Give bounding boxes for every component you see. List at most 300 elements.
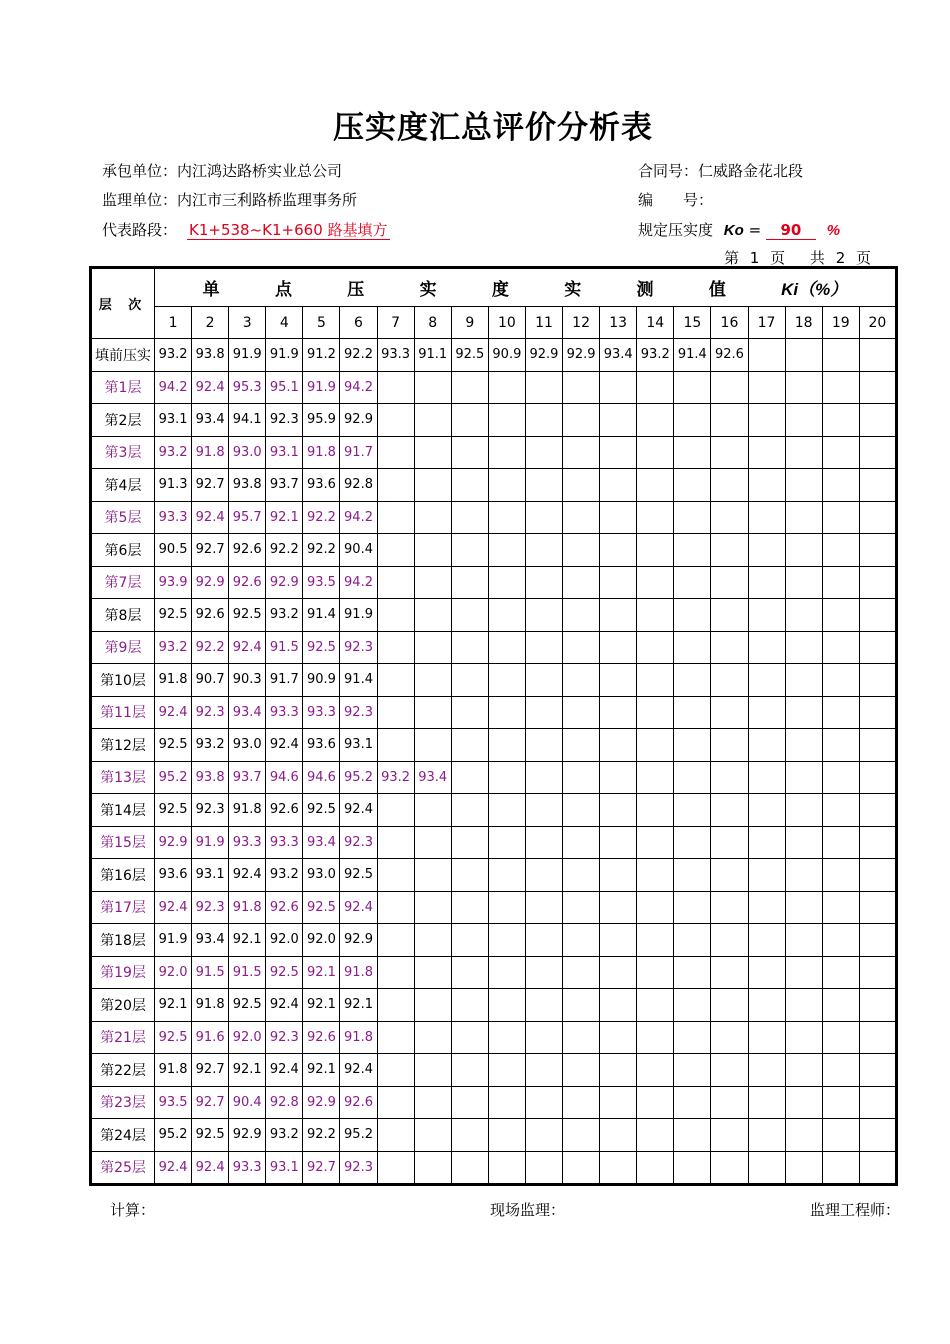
- value-cell: [637, 956, 674, 989]
- value-cell: 92.4: [155, 696, 192, 729]
- value-cell: [637, 501, 674, 534]
- value-cell: [822, 924, 859, 957]
- value-cell: 95.2: [340, 1119, 377, 1152]
- value-cell: 93.5: [303, 566, 340, 599]
- row-label: 第20层: [91, 989, 155, 1022]
- value-cell: [748, 891, 785, 924]
- value-cell: 92.2: [303, 534, 340, 567]
- value-cell: [674, 1119, 711, 1152]
- value-cell: [525, 989, 562, 1022]
- value-cell: [563, 859, 600, 892]
- value-cell: [637, 1086, 674, 1119]
- value-cell: 93.1: [266, 436, 303, 469]
- value-cell: 93.1: [266, 1151, 303, 1185]
- value-cell: [377, 794, 414, 827]
- value-cell: [377, 1021, 414, 1054]
- value-cell: [785, 631, 822, 664]
- value-cell: [525, 1021, 562, 1054]
- value-cell: [600, 924, 637, 957]
- table-row: [91, 501, 897, 534]
- value-cell: [451, 469, 488, 502]
- value-cell: 92.1: [303, 989, 340, 1022]
- number-line: [638, 189, 713, 210]
- value-cell: [674, 469, 711, 502]
- page-prefix: 第: [724, 249, 740, 267]
- column-header: 11: [525, 307, 562, 339]
- value-cell: 93.2: [155, 631, 192, 664]
- value-cell: [600, 534, 637, 567]
- value-cell: 92.6: [229, 534, 266, 567]
- value-cell: [674, 956, 711, 989]
- value-cell: 93.3: [229, 1151, 266, 1185]
- value-cell: 91.6: [192, 1021, 229, 1054]
- value-cell: [600, 1151, 637, 1185]
- value-cell: [859, 989, 896, 1022]
- value-cell: 93.0: [229, 436, 266, 469]
- value-cell: 92.2: [192, 631, 229, 664]
- value-cell: [711, 924, 748, 957]
- value-cell: [859, 371, 896, 404]
- value-cell: [822, 891, 859, 924]
- table-row: [91, 599, 897, 632]
- value-cell: [748, 794, 785, 827]
- value-cell: [488, 1151, 525, 1185]
- value-cell: [674, 924, 711, 957]
- value-cell: [600, 1119, 637, 1152]
- value-cell: [525, 924, 562, 957]
- value-cell: [711, 371, 748, 404]
- value-cell: [377, 956, 414, 989]
- value-cell: [377, 436, 414, 469]
- value-cell: [525, 1119, 562, 1152]
- table-row: [91, 1151, 897, 1185]
- value-cell: [488, 794, 525, 827]
- value-cell: [637, 924, 674, 957]
- value-cell: [377, 989, 414, 1022]
- value-cell: [414, 469, 451, 502]
- value-cell: 92.9: [192, 566, 229, 599]
- measure-char: 实: [564, 280, 582, 300]
- column-header: 7: [377, 307, 414, 339]
- value-cell: [488, 1119, 525, 1152]
- value-cell: 92.9: [229, 1119, 266, 1152]
- value-cell: 92.2: [303, 1119, 340, 1152]
- value-cell: 91.9: [340, 599, 377, 632]
- value-cell: [711, 859, 748, 892]
- value-cell: [859, 761, 896, 794]
- page-total-unit: 页: [856, 249, 872, 267]
- column-header: 3: [229, 307, 266, 339]
- value-cell: 91.5: [229, 956, 266, 989]
- value-cell: [859, 859, 896, 892]
- value-cell: 92.5: [303, 891, 340, 924]
- value-cell: 94.1: [229, 404, 266, 437]
- column-header: 13: [600, 307, 637, 339]
- measure-char: 压: [347, 280, 365, 300]
- value-cell: [451, 859, 488, 892]
- value-cell: [600, 371, 637, 404]
- value-cell: [488, 1086, 525, 1119]
- value-cell: [748, 729, 785, 762]
- value-cell: [488, 404, 525, 437]
- value-cell: [674, 664, 711, 697]
- value-cell: [563, 826, 600, 859]
- value-cell: 92.3: [340, 696, 377, 729]
- value-cell: [637, 1021, 674, 1054]
- value-cell: [563, 924, 600, 957]
- value-cell: 91.7: [340, 436, 377, 469]
- value-cell: [785, 501, 822, 534]
- value-cell: [600, 599, 637, 632]
- value-cell: [785, 956, 822, 989]
- value-cell: [488, 599, 525, 632]
- value-cell: [451, 534, 488, 567]
- column-header: 2: [192, 307, 229, 339]
- value-cell: 92.3: [266, 404, 303, 437]
- value-cell: 92.5: [155, 794, 192, 827]
- value-cell: 91.9: [266, 339, 303, 372]
- value-cell: [674, 566, 711, 599]
- table-row: [91, 729, 897, 762]
- value-cell: [563, 1119, 600, 1152]
- value-cell: [637, 566, 674, 599]
- value-cell: [451, 1054, 488, 1087]
- value-cell: 92.4: [266, 989, 303, 1022]
- contract-no-line: [638, 160, 803, 181]
- measure-char: 值: [708, 280, 726, 300]
- value-cell: [785, 566, 822, 599]
- value-cell: [600, 729, 637, 762]
- value-cell: [822, 1054, 859, 1087]
- value-cell: [377, 501, 414, 534]
- value-cell: [785, 794, 822, 827]
- value-cell: [525, 696, 562, 729]
- value-cell: [451, 826, 488, 859]
- value-cell: 92.1: [266, 501, 303, 534]
- value-cell: 95.9: [303, 404, 340, 437]
- value-cell: [377, 631, 414, 664]
- supervisor-value: 内江市三利路桥监理事务所: [177, 191, 358, 209]
- table-row: [91, 859, 897, 892]
- value-cell: 92.6: [266, 794, 303, 827]
- table-row: [91, 1119, 897, 1152]
- value-cell: [488, 501, 525, 534]
- value-cell: [859, 404, 896, 437]
- value-cell: 92.6: [303, 1021, 340, 1054]
- value-cell: [785, 989, 822, 1022]
- row-label: 第14层: [91, 794, 155, 827]
- value-cell: [488, 826, 525, 859]
- value-cell: [377, 404, 414, 437]
- value-cell: [674, 1086, 711, 1119]
- row-label: 第5层: [91, 501, 155, 534]
- value-cell: [674, 826, 711, 859]
- value-cell: [488, 1054, 525, 1087]
- value-cell: [711, 469, 748, 502]
- value-cell: 93.2: [192, 729, 229, 762]
- value-cell: [488, 761, 525, 794]
- page-current: 1: [749, 249, 760, 267]
- value-cell: 93.7: [266, 469, 303, 502]
- value-cell: [525, 1086, 562, 1119]
- column-header: 8: [414, 307, 451, 339]
- value-cell: [785, 1021, 822, 1054]
- value-cell: [674, 534, 711, 567]
- value-cell: [377, 1151, 414, 1185]
- value-cell: 92.1: [229, 1054, 266, 1087]
- value-cell: [525, 664, 562, 697]
- row-label: 第3层: [91, 436, 155, 469]
- value-cell: 92.2: [303, 501, 340, 534]
- value-cell: [414, 501, 451, 534]
- ki-label: Ki（%）: [781, 280, 848, 299]
- value-cell: 93.5: [155, 1086, 192, 1119]
- value-cell: 90.7: [192, 664, 229, 697]
- table-row: [91, 664, 897, 697]
- value-cell: [748, 501, 785, 534]
- calc-label: 计算：: [110, 1201, 156, 1219]
- value-cell: [674, 631, 711, 664]
- value-cell: [414, 1086, 451, 1119]
- value-cell: 92.4: [340, 1054, 377, 1087]
- value-cell: 92.7: [192, 469, 229, 502]
- value-cell: [711, 664, 748, 697]
- value-cell: [637, 1054, 674, 1087]
- value-cell: [711, 826, 748, 859]
- value-cell: [414, 956, 451, 989]
- value-cell: 92.9: [525, 339, 562, 372]
- value-cell: 93.2: [266, 859, 303, 892]
- measure-char: 点: [274, 280, 292, 300]
- value-cell: [488, 1021, 525, 1054]
- table-row: [91, 794, 897, 827]
- contractor-line: [102, 160, 342, 181]
- ko-value: 90: [766, 221, 816, 240]
- row-label: 第15层: [91, 826, 155, 859]
- value-cell: [785, 1119, 822, 1152]
- value-cell: [563, 1151, 600, 1185]
- value-cell: 93.9: [155, 566, 192, 599]
- value-cell: [377, 599, 414, 632]
- value-cell: 92.1: [229, 924, 266, 957]
- value-cell: [674, 729, 711, 762]
- value-cell: 91.7: [266, 664, 303, 697]
- value-cell: 90.5: [155, 534, 192, 567]
- column-header: 16: [711, 307, 748, 339]
- value-cell: [785, 859, 822, 892]
- value-cell: 93.3: [377, 339, 414, 372]
- value-cell: [711, 599, 748, 632]
- column-header: 18: [785, 307, 822, 339]
- value-cell: [748, 696, 785, 729]
- value-cell: 92.9: [340, 404, 377, 437]
- value-cell: 92.5: [303, 631, 340, 664]
- value-cell: [488, 436, 525, 469]
- value-cell: 92.0: [303, 924, 340, 957]
- value-cell: [637, 1151, 674, 1185]
- value-cell: [414, 989, 451, 1022]
- value-cell: 92.5: [340, 859, 377, 892]
- value-cell: 92.4: [266, 1054, 303, 1087]
- value-cell: [637, 534, 674, 567]
- value-cell: [748, 859, 785, 892]
- value-cell: 93.0: [303, 859, 340, 892]
- value-cell: [451, 1119, 488, 1152]
- value-cell: [563, 696, 600, 729]
- value-cell: [525, 436, 562, 469]
- value-cell: [451, 1151, 488, 1185]
- value-cell: [525, 371, 562, 404]
- contractor-value: 内江鸿达路桥实业总公司: [177, 162, 343, 180]
- value-cell: [525, 599, 562, 632]
- value-cell: [674, 371, 711, 404]
- value-cell: [414, 599, 451, 632]
- value-cell: [711, 891, 748, 924]
- value-cell: [600, 859, 637, 892]
- value-cell: [748, 924, 785, 957]
- value-cell: 92.0: [266, 924, 303, 957]
- page-total: 2: [835, 249, 846, 267]
- value-cell: [377, 1054, 414, 1087]
- value-cell: 91.8: [229, 794, 266, 827]
- value-cell: [414, 826, 451, 859]
- value-cell: [451, 794, 488, 827]
- value-cell: [414, 729, 451, 762]
- value-cell: 93.6: [303, 469, 340, 502]
- value-cell: 93.6: [155, 859, 192, 892]
- value-cell: 92.5: [229, 989, 266, 1022]
- value-cell: [822, 664, 859, 697]
- value-cell: [451, 1086, 488, 1119]
- value-cell: [600, 696, 637, 729]
- value-cell: 92.3: [340, 826, 377, 859]
- value-cell: [711, 534, 748, 567]
- value-cell: [414, 534, 451, 567]
- value-cell: [563, 371, 600, 404]
- value-cell: 92.9: [266, 566, 303, 599]
- value-cell: 92.5: [303, 794, 340, 827]
- value-cell: 93.4: [229, 696, 266, 729]
- value-cell: 93.4: [192, 404, 229, 437]
- column-header: 14: [637, 307, 674, 339]
- contract-no-label: 合同号：: [638, 162, 699, 180]
- page-indicator: [724, 247, 871, 268]
- value-cell: [711, 1086, 748, 1119]
- value-cell: 93.3: [229, 826, 266, 859]
- value-cell: [785, 599, 822, 632]
- value-cell: 91.8: [340, 1021, 377, 1054]
- value-cell: [525, 404, 562, 437]
- ko-equals: =: [748, 221, 762, 239]
- table-row: [91, 761, 897, 794]
- value-cell: [711, 566, 748, 599]
- value-cell: [822, 534, 859, 567]
- value-cell: 91.3: [155, 469, 192, 502]
- value-cell: [488, 371, 525, 404]
- value-cell: [822, 1086, 859, 1119]
- value-cell: [711, 794, 748, 827]
- column-header: 1: [155, 307, 192, 339]
- value-cell: 94.6: [303, 761, 340, 794]
- row-label: 第23层: [91, 1086, 155, 1119]
- value-cell: [822, 696, 859, 729]
- value-cell: 91.8: [303, 436, 340, 469]
- value-cell: 91.2: [303, 339, 340, 372]
- row-label: 第24层: [91, 1119, 155, 1152]
- value-cell: [414, 631, 451, 664]
- value-cell: [414, 924, 451, 957]
- measure-char: 单: [202, 280, 220, 300]
- value-cell: [488, 924, 525, 957]
- value-cell: [377, 566, 414, 599]
- value-cell: [563, 404, 600, 437]
- value-cell: 92.2: [266, 534, 303, 567]
- value-cell: [859, 924, 896, 957]
- value-cell: [600, 404, 637, 437]
- value-cell: 91.9: [229, 339, 266, 372]
- table-row: [91, 469, 897, 502]
- value-cell: [488, 729, 525, 762]
- value-cell: 92.4: [192, 371, 229, 404]
- value-cell: [637, 891, 674, 924]
- value-cell: [637, 469, 674, 502]
- row-label: 填前压实: [91, 339, 155, 372]
- value-cell: [785, 1054, 822, 1087]
- value-cell: [451, 599, 488, 632]
- value-cell: 93.4: [303, 826, 340, 859]
- header-row-columns: [91, 307, 897, 339]
- value-cell: [711, 501, 748, 534]
- value-cell: [822, 566, 859, 599]
- value-cell: [377, 696, 414, 729]
- value-cell: [674, 696, 711, 729]
- value-cell: 92.9: [340, 924, 377, 957]
- value-cell: [414, 794, 451, 827]
- page-title: 压实度汇总评价分析表: [333, 110, 653, 146]
- value-cell: 90.9: [488, 339, 525, 372]
- row-label: 第25层: [91, 1151, 155, 1185]
- value-cell: [859, 469, 896, 502]
- value-cell: [748, 371, 785, 404]
- value-cell: [859, 664, 896, 697]
- column-header: 4: [266, 307, 303, 339]
- value-cell: [859, 696, 896, 729]
- value-cell: [563, 956, 600, 989]
- value-cell: 93.3: [266, 826, 303, 859]
- value-cell: [451, 664, 488, 697]
- value-cell: [711, 989, 748, 1022]
- value-cell: [637, 761, 674, 794]
- value-cell: [748, 761, 785, 794]
- value-cell: [748, 599, 785, 632]
- ko-symbol: Ko: [723, 222, 744, 239]
- value-cell: [637, 696, 674, 729]
- contract-no-value: 仁威路金花北段: [698, 162, 804, 180]
- value-cell: [563, 989, 600, 1022]
- value-cell: 93.1: [340, 729, 377, 762]
- value-cell: 93.2: [266, 1119, 303, 1152]
- value-cell: [748, 436, 785, 469]
- table-row: [91, 1021, 897, 1054]
- table-row: [91, 339, 897, 372]
- value-cell: 92.7: [192, 534, 229, 567]
- value-cell: [637, 826, 674, 859]
- value-cell: 92.3: [340, 1151, 377, 1185]
- value-cell: [563, 1054, 600, 1087]
- table-row: [91, 891, 897, 924]
- value-cell: [451, 761, 488, 794]
- value-cell: [600, 1021, 637, 1054]
